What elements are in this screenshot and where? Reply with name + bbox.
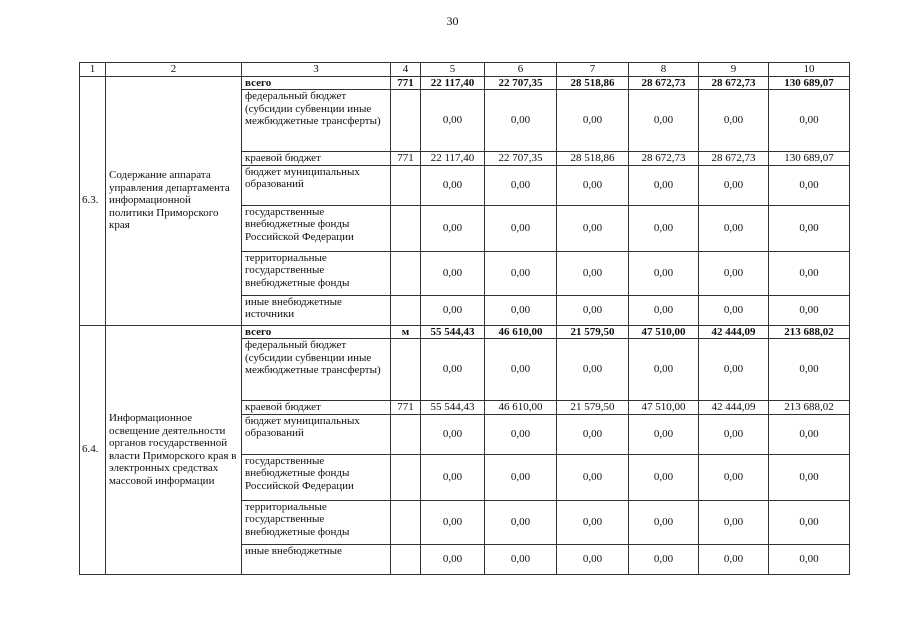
value-cell: 0,00 bbox=[629, 500, 699, 544]
value-cell: 0,00 bbox=[485, 165, 557, 205]
funding-source: всего bbox=[242, 325, 391, 339]
budget-code: 771 bbox=[391, 152, 421, 166]
value-cell: 28 672,73 bbox=[699, 152, 769, 166]
row-index: 6.4. bbox=[80, 325, 106, 574]
value-cell: 42 444,09 bbox=[699, 325, 769, 339]
value-cell: 0,00 bbox=[699, 544, 769, 574]
funding-source: федеральный бюджет (субсидии субвенции иные межбюджетные трансферты) bbox=[242, 90, 391, 152]
header-cell: 4 bbox=[391, 63, 421, 77]
funding-source: иные внебюджетные bbox=[242, 544, 391, 574]
budget-code bbox=[391, 339, 421, 401]
value-cell: 0,00 bbox=[485, 454, 557, 500]
value-cell: 0,00 bbox=[629, 414, 699, 454]
value-cell: 0,00 bbox=[699, 339, 769, 401]
value-cell: 0,00 bbox=[769, 295, 850, 325]
value-cell: 0,00 bbox=[557, 165, 629, 205]
value-cell: 0,00 bbox=[769, 205, 850, 251]
activity-name: Содержание аппарата управления департамента информационной политики Приморского края bbox=[106, 76, 242, 325]
value-cell: 47 510,00 bbox=[629, 401, 699, 415]
value-cell: 22 707,35 bbox=[485, 152, 557, 166]
value-cell: 46 610,00 bbox=[485, 325, 557, 339]
value-cell: 0,00 bbox=[485, 205, 557, 251]
value-cell: 0,00 bbox=[557, 500, 629, 544]
header-cell: 2 bbox=[106, 63, 242, 77]
value-cell: 0,00 bbox=[699, 165, 769, 205]
value-cell: 0,00 bbox=[769, 544, 850, 574]
budget-code: м bbox=[391, 325, 421, 339]
budget-code bbox=[391, 251, 421, 295]
value-cell: 28 672,73 bbox=[629, 152, 699, 166]
value-cell: 0,00 bbox=[421, 500, 485, 544]
table-row bbox=[80, 76, 850, 90]
value-cell: 0,00 bbox=[629, 251, 699, 295]
value-cell: 0,00 bbox=[485, 251, 557, 295]
budget-code: 771 bbox=[391, 401, 421, 415]
value-cell: 0,00 bbox=[769, 90, 850, 152]
funding-source: территориальные государственные внебюджетные фонды bbox=[242, 500, 391, 544]
value-cell: 0,00 bbox=[557, 205, 629, 251]
value-cell: 0,00 bbox=[629, 339, 699, 401]
budget-code bbox=[391, 165, 421, 205]
header-cell: 5 bbox=[421, 63, 485, 77]
value-cell: 28 672,73 bbox=[699, 76, 769, 90]
value-cell: 55 544,43 bbox=[421, 401, 485, 415]
budget-code bbox=[391, 205, 421, 251]
value-cell: 0,00 bbox=[699, 251, 769, 295]
value-cell: 0,00 bbox=[421, 544, 485, 574]
funding-source: краевой бюджет bbox=[242, 152, 391, 166]
header-cell: 1 bbox=[80, 63, 106, 77]
value-cell: 21 579,50 bbox=[557, 325, 629, 339]
value-cell: 0,00 bbox=[485, 339, 557, 401]
budget-code bbox=[391, 454, 421, 500]
value-cell: 0,00 bbox=[699, 205, 769, 251]
budget-table bbox=[79, 62, 850, 575]
header-cell: 9 bbox=[699, 63, 769, 77]
value-cell: 0,00 bbox=[557, 251, 629, 295]
value-cell: 130 689,07 bbox=[769, 76, 850, 90]
header-row bbox=[80, 63, 850, 77]
value-cell: 0,00 bbox=[629, 454, 699, 500]
header-cell: 8 bbox=[629, 63, 699, 77]
value-cell: 0,00 bbox=[485, 295, 557, 325]
value-cell: 0,00 bbox=[421, 205, 485, 251]
value-cell: 0,00 bbox=[629, 90, 699, 152]
budget-code: 771 bbox=[391, 76, 421, 90]
value-cell: 21 579,50 bbox=[557, 401, 629, 415]
value-cell: 28 518,86 bbox=[557, 152, 629, 166]
value-cell: 0,00 bbox=[699, 454, 769, 500]
budget-code bbox=[391, 90, 421, 152]
budget-code bbox=[391, 414, 421, 454]
value-cell: 22 707,35 bbox=[485, 76, 557, 90]
budget-code bbox=[391, 544, 421, 574]
table-row bbox=[80, 325, 850, 339]
funding-source: всего bbox=[242, 76, 391, 90]
funding-source: федеральный бюджет (субсидии субвенции иные межбюджетные трансферты) bbox=[242, 339, 391, 401]
funding-source: государственные внебюджетные фонды Российской Федерации bbox=[242, 454, 391, 500]
value-cell: 22 117,40 bbox=[421, 152, 485, 166]
value-cell: 0,00 bbox=[421, 414, 485, 454]
value-cell: 0,00 bbox=[421, 454, 485, 500]
value-cell: 0,00 bbox=[421, 165, 485, 205]
value-cell: 0,00 bbox=[485, 500, 557, 544]
header-cell: 6 bbox=[485, 63, 557, 77]
header-cell: 3 bbox=[242, 63, 391, 77]
value-cell: 22 117,40 bbox=[421, 76, 485, 90]
value-cell: 0,00 bbox=[421, 251, 485, 295]
value-cell: 213 688,02 bbox=[769, 325, 850, 339]
value-cell: 0,00 bbox=[769, 339, 850, 401]
funding-source: бюджет муниципальных образований bbox=[242, 414, 391, 454]
value-cell: 0,00 bbox=[699, 295, 769, 325]
value-cell: 0,00 bbox=[421, 90, 485, 152]
value-cell: 0,00 bbox=[769, 251, 850, 295]
value-cell: 0,00 bbox=[629, 165, 699, 205]
header-cell: 10 bbox=[769, 63, 850, 77]
funding-source: бюджет муниципальных образований bbox=[242, 165, 391, 205]
value-cell: 0,00 bbox=[557, 454, 629, 500]
funding-source: государственные внебюджетные фонды Российской Федерации bbox=[242, 205, 391, 251]
value-cell: 0,00 bbox=[769, 414, 850, 454]
page-number: 30 bbox=[446, 14, 459, 28]
value-cell: 0,00 bbox=[557, 414, 629, 454]
value-cell: 0,00 bbox=[769, 500, 850, 544]
value-cell: 0,00 bbox=[699, 414, 769, 454]
value-cell: 28 672,73 bbox=[629, 76, 699, 90]
value-cell: 46 610,00 bbox=[485, 401, 557, 415]
budget-code bbox=[391, 500, 421, 544]
value-cell: 0,00 bbox=[629, 295, 699, 325]
value-cell: 0,00 bbox=[769, 454, 850, 500]
value-cell: 42 444,09 bbox=[699, 401, 769, 415]
value-cell: 0,00 bbox=[557, 295, 629, 325]
value-cell: 55 544,43 bbox=[421, 325, 485, 339]
value-cell: 0,00 bbox=[557, 544, 629, 574]
funding-source: территориальные государственные внебюджетные фонды bbox=[242, 251, 391, 295]
budget-code bbox=[391, 295, 421, 325]
header-cell: 7 bbox=[557, 63, 629, 77]
row-index: 6.3. bbox=[80, 76, 106, 325]
funding-source: иные внебюджетные источники bbox=[242, 295, 391, 325]
value-cell: 130 689,07 bbox=[769, 152, 850, 166]
value-cell: 0,00 bbox=[557, 339, 629, 401]
activity-name: Информационное освещение деятельности органов государственной власти Приморского края в электронных средствах массовой информации bbox=[106, 325, 242, 574]
value-cell: 0,00 bbox=[699, 500, 769, 544]
value-cell: 28 518,86 bbox=[557, 76, 629, 90]
value-cell: 0,00 bbox=[769, 165, 850, 205]
value-cell: 47 510,00 bbox=[629, 325, 699, 339]
value-cell: 0,00 bbox=[485, 90, 557, 152]
value-cell: 0,00 bbox=[629, 544, 699, 574]
value-cell: 0,00 bbox=[485, 544, 557, 574]
value-cell: 0,00 bbox=[485, 414, 557, 454]
value-cell: 0,00 bbox=[421, 295, 485, 325]
value-cell: 0,00 bbox=[699, 90, 769, 152]
funding-source: краевой бюджет bbox=[242, 401, 391, 415]
value-cell: 0,00 bbox=[421, 339, 485, 401]
value-cell: 0,00 bbox=[629, 205, 699, 251]
value-cell: 213 688,02 bbox=[769, 401, 850, 415]
value-cell: 0,00 bbox=[557, 90, 629, 152]
